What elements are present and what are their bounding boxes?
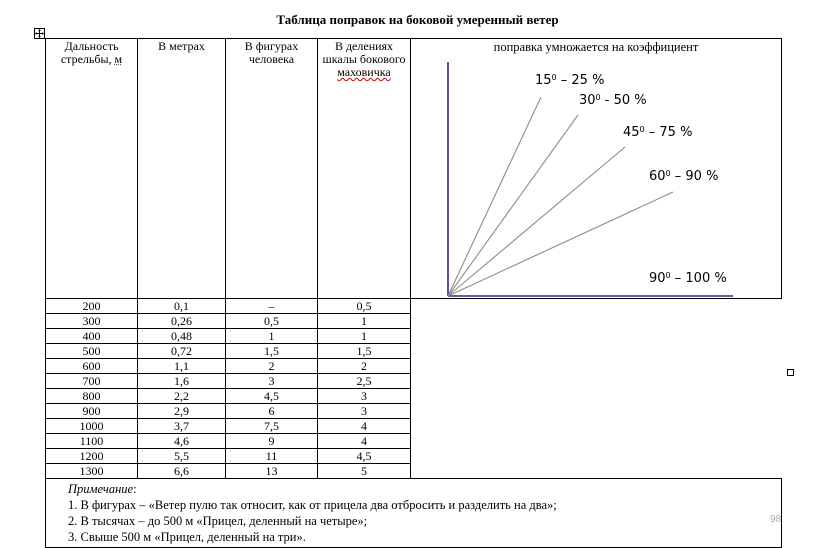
note-item-3: 3. Свыше 500 м «Прицел, деленный на три». [68, 530, 306, 544]
diagram-line-60 [448, 192, 673, 296]
diagram-label-45: $45^0 - 75$ % [623, 125, 693, 140]
cell-figures: – [226, 299, 318, 314]
table-row [46, 314, 782, 329]
coefficient-diagram [411, 39, 781, 298]
table-resize-handle[interactable] [787, 369, 794, 376]
table-row [46, 404, 782, 419]
diagram-label-30: $30^0 - 50$ % [579, 93, 647, 108]
table-row [46, 419, 782, 434]
table-row [46, 329, 782, 344]
cell-divisions: 4 [318, 434, 411, 449]
cell-figures: 4,5 [226, 389, 318, 404]
diagram-label-90: $90^0 - 100$ % [649, 271, 727, 286]
cell-figures: 7,5 [226, 419, 318, 434]
cell-meters: 0,1 [138, 299, 226, 314]
cell-meters: 0,72 [138, 344, 226, 359]
cell-figures: 3 [226, 374, 318, 389]
cell-figures: 1 [226, 329, 318, 344]
table-move-handle-icon[interactable] [34, 28, 45, 39]
table-row [46, 374, 782, 389]
note-item-2: 2. В тысячах – до 500 м «Прицел, деленный на четыре»; [68, 514, 368, 528]
diagram-line-15 [448, 97, 541, 296]
cell-meters: 4,6 [138, 434, 226, 449]
table-row [46, 464, 782, 479]
cell-figures: 1,5 [226, 344, 318, 359]
page-number: 98 [770, 514, 782, 525]
cell-meters: 0,26 [138, 314, 226, 329]
header-divisions: В делениях шкалы бокового маховичка [318, 39, 411, 299]
cell-divisions: 1 [318, 314, 411, 329]
header-meters: В метрах [138, 39, 226, 299]
cell-meters: 3,7 [138, 419, 226, 434]
cell-figures: 2 [226, 359, 318, 374]
table-header-row [46, 39, 782, 299]
diagram-title: поправка умножается на коэффициент [493, 40, 699, 54]
cell-divisions: 5 [318, 464, 411, 479]
table-row [46, 299, 782, 314]
diagram-label-60: $60^0 - 90$ % [649, 169, 719, 184]
cell-meters: 5,5 [138, 449, 226, 464]
coefficient-diagram-cell [411, 39, 782, 299]
note-item-1: 1. В фигурах – «Ветер пулю так относит, как от прицела два отбросить и разделить на два»; [68, 498, 557, 512]
cell-range: 1300 [46, 464, 138, 479]
diagram-label-15: $15^0 - 25$ % [535, 73, 605, 88]
wind-correction-table [45, 38, 782, 548]
table-row [46, 389, 782, 404]
diagram-line-45 [448, 147, 625, 296]
cell-divisions: 2,5 [318, 374, 411, 389]
notes-row [46, 479, 782, 548]
cell-divisions: 1 [318, 329, 411, 344]
cell-figures: 0,5 [226, 314, 318, 329]
table-row [46, 434, 782, 449]
cell-range: 1000 [46, 419, 138, 434]
cell-meters: 6,6 [138, 464, 226, 479]
cell-divisions: 3 [318, 389, 411, 404]
page-title: Таблица поправок на боковой умеренный ветер [276, 12, 559, 27]
cell-meters: 2,2 [138, 389, 226, 404]
cell-range: 300 [46, 314, 138, 329]
cell-divisions: 4,5 [318, 449, 411, 464]
header-range: Дальность стрельбы, м [46, 39, 138, 299]
table-row [46, 359, 782, 374]
header-figures: В фигурах человека [226, 39, 318, 299]
cell-divisions: 0,5 [318, 299, 411, 314]
cell-meters: 1,1 [138, 359, 226, 374]
cell-figures: 11 [226, 449, 318, 464]
cell-range: 600 [46, 359, 138, 374]
cell-divisions: 1,5 [318, 344, 411, 359]
cell-figures: 13 [226, 464, 318, 479]
table-row [46, 344, 782, 359]
cell-meters: 1,6 [138, 374, 226, 389]
cell-meters: 2,9 [138, 404, 226, 419]
notes-title: Примечание [68, 482, 134, 496]
cell-range: 200 [46, 299, 138, 314]
cell-meters: 0,48 [138, 329, 226, 344]
cell-range: 400 [46, 329, 138, 344]
diagram-line-30 [448, 115, 578, 296]
cell-divisions: 4 [318, 419, 411, 434]
cell-divisions: 3 [318, 404, 411, 419]
cell-range: 900 [46, 404, 138, 419]
cell-range: 800 [46, 389, 138, 404]
notes: Примечание: 1. В фигурах – «Ветер пулю так относит, как от прицела два отбросить и разделить на два»; 2. В тысячах – до 500 м «Прицел, деленный на четыре»; 3. Свыше 500 м «Прицел, деленный на три». [46, 479, 782, 548]
cell-range: 1100 [46, 434, 138, 449]
cell-range: 700 [46, 374, 138, 389]
cell-figures: 6 [226, 404, 318, 419]
table-row [46, 449, 782, 464]
cell-divisions: 2 [318, 359, 411, 374]
cell-figures: 9 [226, 434, 318, 449]
cell-range: 500 [46, 344, 138, 359]
cell-range: 1200 [46, 449, 138, 464]
